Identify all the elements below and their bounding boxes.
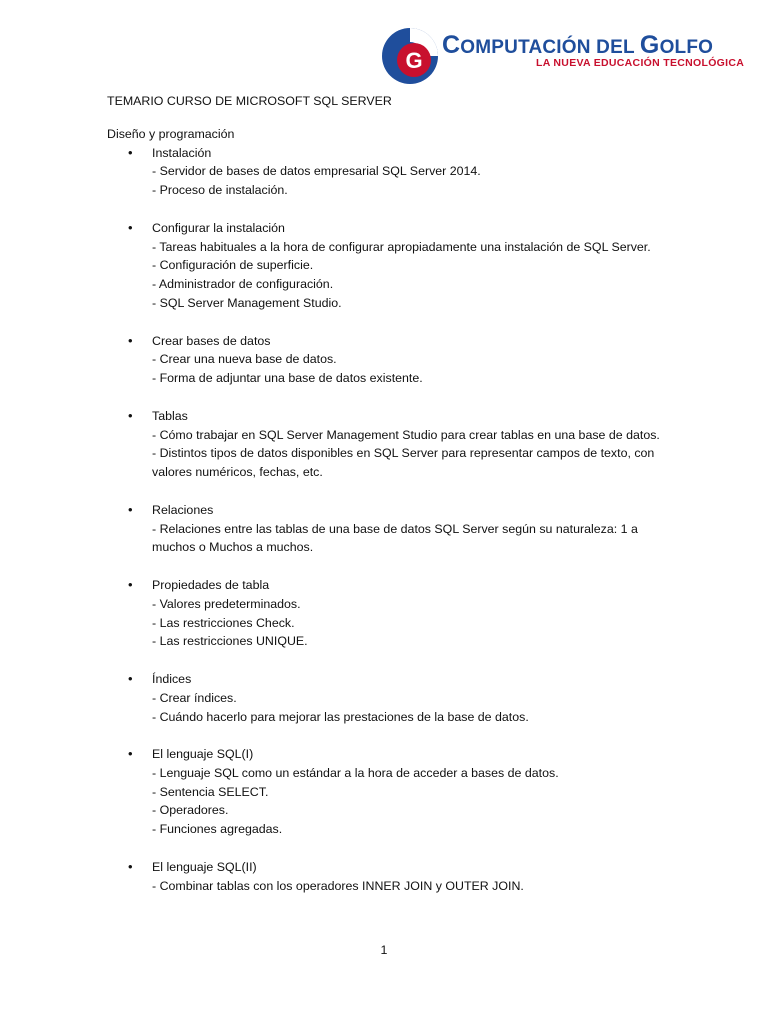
topic-detail: - Servidor de bases de datos empresarial SQL Server 2014. — [152, 164, 481, 179]
bullet-icon: • — [128, 219, 133, 235]
topic-title: Índices — [152, 671, 192, 686]
topic-item — [107, 407, 677, 482]
topic-title: Instalación — [152, 145, 212, 160]
topic-title: Configurar la instalación — [152, 220, 285, 235]
topic-detail-list — [152, 350, 677, 388]
topic-detail-list — [152, 238, 677, 313]
topic-detail: - Crear índices. — [152, 690, 237, 705]
topic-title: El lenguaje SQL(I) — [152, 747, 254, 762]
topic-detail: - Administrador de configuración. — [152, 277, 334, 292]
topic-detail: - Configuración de superficie. — [152, 258, 314, 273]
bullet-icon: • — [128, 858, 133, 874]
topic-title: Tablas — [152, 408, 188, 423]
topic-detail: - Las restricciones UNIQUE. — [152, 634, 308, 649]
document-title: TEMARIO CURSO DE MICROSOFT SQL SERVER — [107, 94, 392, 108]
bullet-icon: • — [128, 144, 133, 160]
logo-mark-letter: G — [405, 48, 423, 73]
topic-detail: - Sentencia SELECT. — [152, 784, 269, 799]
topic-list — [107, 144, 677, 896]
company-logo — [380, 26, 745, 88]
topic-item — [107, 144, 677, 200]
bullet-icon: • — [128, 407, 133, 423]
topic-detail: - Operadores. — [152, 803, 229, 818]
brand-tagline: LA NUEVA EDUCACIÓN TECNOLÓGICA — [536, 57, 745, 69]
topic-detail: - SQL Server Management Studio. — [152, 295, 342, 310]
topic-detail: - Cómo trabajar en SQL Server Management Studio para crear tablas en una base de datos. — [152, 427, 660, 442]
topic-detail: - Cuándo hacerlo para mejorar las prestaciones de la base de datos. — [152, 709, 529, 724]
bullet-icon: • — [128, 332, 133, 348]
topic-detail: - Forma de adjuntar una base de datos existente. — [152, 371, 423, 386]
brand-mid: OMPUTACIÓN DEL — [460, 37, 640, 58]
topic-item — [107, 745, 677, 839]
bullet-icon: • — [128, 501, 133, 517]
brand-letter-g: G — [639, 31, 660, 59]
page-number: 1 — [380, 943, 388, 957]
topic-detail-list — [152, 689, 677, 727]
topic-detail-list — [152, 162, 677, 200]
document-body — [107, 92, 677, 914]
brand-name — [442, 31, 713, 60]
topic-detail: - Funciones agregadas. — [152, 822, 283, 837]
topic-detail: - Lenguaje SQL como un estándar a la hora de acceder a bases de datos. — [152, 765, 559, 780]
topic-detail: - Combinar tablas con los operadores INNER JOIN y OUTER JOIN. — [152, 878, 524, 893]
bullet-icon: • — [128, 576, 133, 592]
topic-item — [107, 332, 677, 388]
logo-emblem-icon — [380, 26, 440, 86]
topic-item — [107, 670, 677, 726]
topic-title: Propiedades de tabla — [152, 577, 270, 592]
topic-detail-list — [152, 595, 677, 651]
topic-detail: - Las restricciones Check. — [152, 615, 295, 630]
topic-detail: - Tareas habituales a la hora de configurar apropiadamente una instalación de SQL Server. — [152, 239, 651, 254]
brand-letter-c: C — [442, 31, 461, 59]
topic-detail: - Crear una nueva base de datos. — [152, 352, 337, 367]
topic-detail-list — [152, 877, 677, 896]
topic-item — [107, 501, 677, 557]
topic-item — [107, 219, 677, 313]
topic-detail: - Distintos tipos de datos disponibles en SQL Server para representar campos de texto, con valores numéricos, fechas, etc. — [152, 446, 655, 480]
document-subject: Diseño y programación — [107, 126, 235, 141]
topic-detail: - Relaciones entre las tablas de una base de datos SQL Server según su naturaleza: 1 a muchos o Muchos a muchos. — [152, 521, 638, 555]
topic-detail: - Proceso de instalación. — [152, 183, 288, 198]
topic-title: Crear bases de datos — [152, 333, 271, 348]
topic-item — [107, 858, 677, 896]
topic-detail-list — [152, 764, 677, 839]
topic-detail-list — [152, 426, 677, 482]
bullet-icon: • — [128, 670, 133, 686]
bullet-icon: • — [128, 746, 133, 762]
topic-title: Relaciones — [152, 502, 214, 517]
topic-detail: - Valores predeterminados. — [152, 596, 301, 611]
topic-title: El lenguaje SQL(II) — [152, 859, 257, 874]
brand-end: OLFO — [659, 37, 714, 58]
topic-item — [107, 576, 677, 651]
topic-detail-list — [152, 520, 677, 558]
